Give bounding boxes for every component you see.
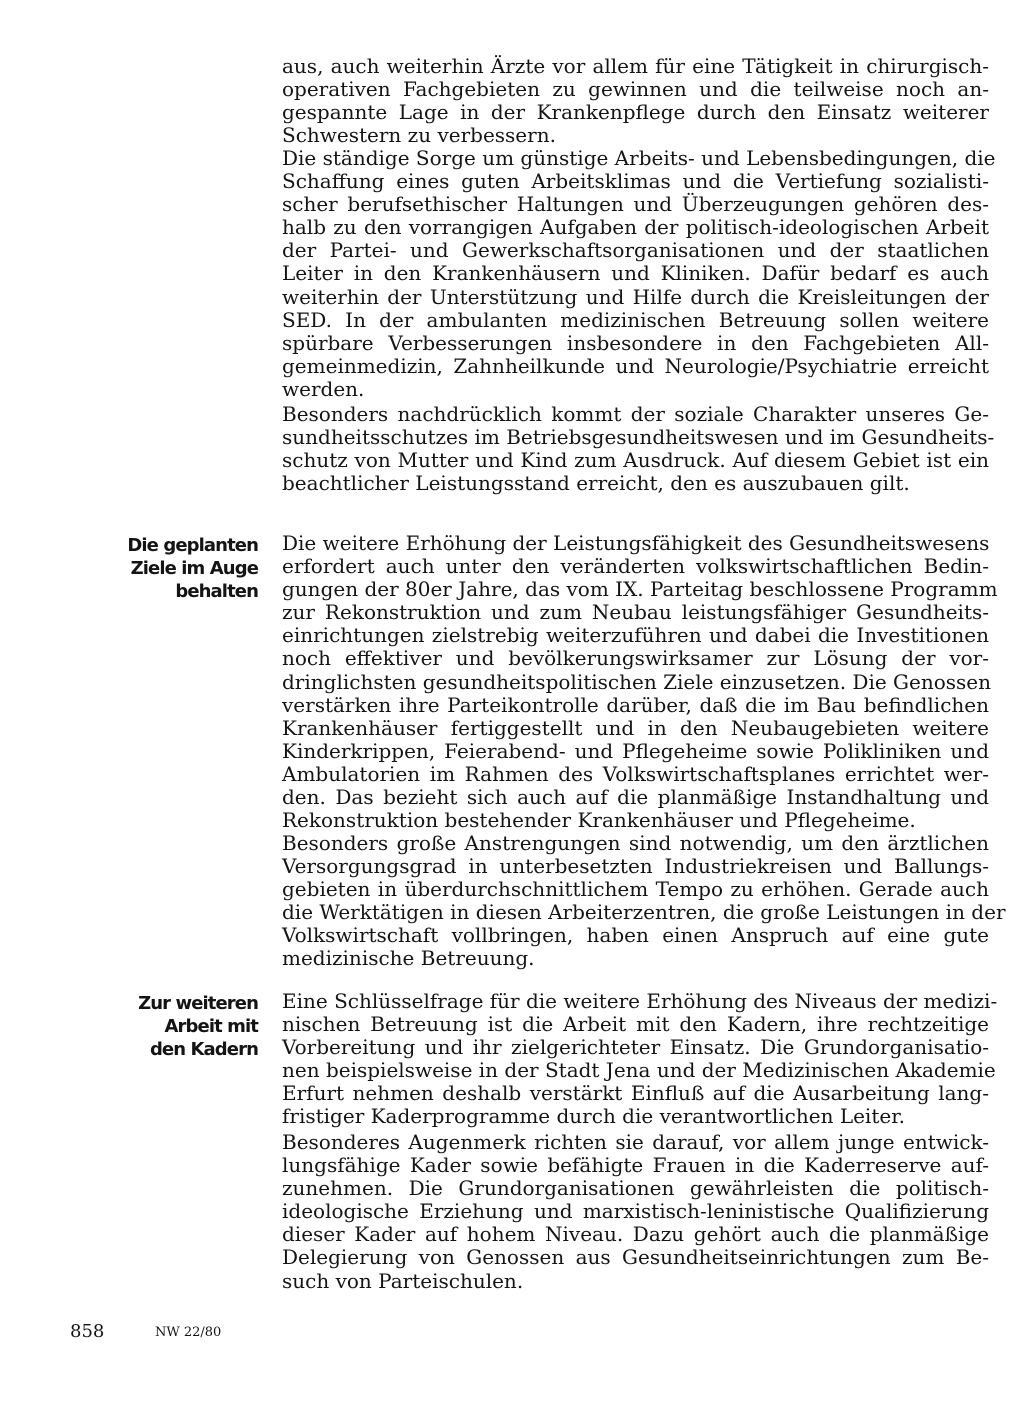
text-line: werden. (282, 376, 365, 401)
text-line: den. Das bezieht sich auch auf die planmäßige Instandhaltung und (282, 785, 989, 810)
text-line: schutz von Mutter und Kind zum Ausdruck. Auf diesem Gebiet ist ein (282, 448, 989, 473)
text-line: Besonderes Augenmerk richten sie darauf, vor allem junge entwick- (282, 1130, 989, 1154)
text-line: operativen Fachgebieten zu gewinnen und die teilweise noch an- (282, 77, 989, 102)
text-line: Besonders nachdrücklich kommt der soziale Charakter unseres Ge- (282, 402, 989, 426)
text-line: Die ständige Sorge um günstige Arbeits- und Lebensbedingungen, die (282, 146, 996, 170)
text-line: dieser Kader auf hohem Niveau. Dazu gehört auch die planmäßige (282, 1222, 989, 1247)
text-line: Besonders große Anstrengungen sind notwendig, um den ärztlichen (282, 831, 989, 855)
text-line: Kinderkrippen, Feierabend- und Pflegeheime sowie Polikliniken und (282, 738, 989, 763)
text-line: sundheitsschutzes im Betriebsgesundheitswesen und im Gesundheits- (282, 425, 995, 450)
text-line: scher berufsethischer Haltungen und Überzeugungen gehören des- (282, 192, 989, 217)
text-line: nen beispielsweise in der Stadt Jena und der Medizinischen Akademie (282, 1058, 996, 1083)
side-heading-line: Zur weiteren (138, 993, 258, 1014)
text-line: weiterhin der Unterstützung und Hilfe durch die Kreisleitungen der (282, 284, 989, 309)
text-line: Leiter in den Krankenhäusern und Kliniken. Dafür bedarf es auch (282, 261, 989, 286)
text-line: Eine Schlüsselfrage für die weitere Erhöhung des Niveaus der medizi- (282, 989, 998, 1013)
text-line: Rekonstruktion bestehender Krankenhäuser und Pflegeheime. (282, 808, 916, 833)
paragraph-6 (282, 989, 998, 1129)
text-line: halb zu den vorrangigen Aufgaben der politisch-ideologischen Arbeit (282, 215, 989, 240)
text-line: erfordert auch unter den veränderten volkswirtschaftlichen Bedin- (282, 554, 989, 579)
side-heading-line: behalten (175, 581, 258, 602)
text-line: aus, auch weiterhin Ärzte vor allem für eine Tätigkeit in chirurgisch- (282, 54, 989, 78)
text-line: Delegierung von Genossen aus Gesundheitseinrichtungen zum Be- (282, 1245, 989, 1270)
paragraph-4 (282, 531, 998, 833)
page-number: 858 (70, 1321, 105, 1342)
text-line: zur Rekonstruktion und zum Neubau leistungsfähiger Gesundheits- (282, 600, 989, 625)
text-line: spürbare Verbesserungen insbesondere in den Fachgebieten All- (282, 330, 989, 355)
text-line: zunehmen. Die Grundorganisationen gewährleisten die politisch- (282, 1176, 989, 1201)
side-heading-planned-goals (95, 534, 258, 603)
paragraph-7 (282, 1131, 989, 1293)
text-line: Vorbereitung und ihr zielgerichteter Einsatz. Die Grundorganisatio- (282, 1035, 989, 1060)
text-line: fristiger Kaderprogramme durch die verantwortlichen Leiter. (282, 1104, 905, 1129)
text-line: beachtlicher Leistungsstand erreicht, den es auszubauen gilt. (282, 471, 910, 496)
side-heading-line: Ziele im Auge (130, 558, 258, 579)
text-line: Erfurt nehmen deshalb verstärkt Einfluß auf die Ausarbeitung lang- (282, 1081, 989, 1106)
paragraph-2 (282, 146, 996, 401)
side-heading-line: Die geplanten (127, 535, 258, 556)
side-heading-line: Arbeit mit (164, 1016, 258, 1037)
text-line: der Partei- und Gewerkschaftsorganisationen und der staatlichen (282, 238, 989, 263)
text-line: gemeinmedizin, Zahnheilkunde und Neurologie/Psychiatrie erreicht (282, 353, 989, 378)
text-line: nischen Betreuung ist die Arbeit mit den Kadern, ihre rechtzeitige (282, 1012, 989, 1037)
text-line: SED. In der ambulanten medizinischen Betreuung sollen weitere (282, 307, 989, 332)
paragraph-1 (282, 55, 989, 147)
text-line: gungen der 80er Jahre, das vom IX. Parteitag beschlossene Programm (282, 577, 998, 602)
text-line: die Werktätigen in diesen Arbeiterzentren, die große Leistungen in der (282, 900, 1006, 925)
text-line: Versorgungsgrad in unterbesetzten Industriekreisen und Ballungs- (282, 854, 989, 879)
text-line: Krankenhäuser fertiggestellt und in den Neubaugebieten weitere (282, 715, 989, 740)
text-line: such von Parteischulen. (282, 1268, 524, 1293)
text-line: Schaffung eines guten Arbeitsklimas und die Vertiefung sozialisti- (282, 169, 989, 194)
paragraph-3 (282, 402, 995, 496)
text-line: gespannte Lage in der Krankenpflege durch den Einsatz weiterer (282, 100, 989, 125)
text-line: verstärken ihre Parteikontrolle darüber, daß die im Bau befindlichen (282, 692, 989, 717)
text-line: Volkswirtschaft vollbringen, haben einen Anspruch auf eine gute (282, 923, 989, 948)
text-line: Schwestern zu verbessern. (282, 123, 556, 148)
text-line: Ambulatorien im Rahmen des Volkswirtschaftsplanes errichtet wer- (282, 761, 989, 786)
paragraph-5 (282, 831, 1006, 971)
side-heading-line: den Kadern (149, 1039, 258, 1060)
text-line: noch effektiver und bevölkerungswirksamer zur Lösung der vor- (282, 646, 989, 671)
text-line: lungsfähige Kader sowie befähigte Frauen in die Kaderreserve auf- (282, 1153, 989, 1178)
side-heading-cadres (95, 992, 258, 1061)
text-line: dringlichsten gesundheitspolitischen Ziele einzusetzen. Die Genossen (282, 669, 992, 694)
issue-reference: NW 22/80 (155, 1325, 222, 1340)
text-line: gebieten in überdurchschnittlichem Tempo zu erhöhen. Gerade auch (282, 877, 989, 902)
text-line: einrichtungen zielstrebig weiterzuführen und dabei die Investitionen (282, 623, 989, 648)
text-line: medizinische Betreuung. (282, 946, 535, 971)
text-line: ideologische Erziehung und marxistisch-leninistische Qualifizierung (282, 1199, 989, 1224)
text-line: Die weitere Erhöhung der Leistungsfähigkeit des Gesundheitswesens (282, 531, 990, 555)
